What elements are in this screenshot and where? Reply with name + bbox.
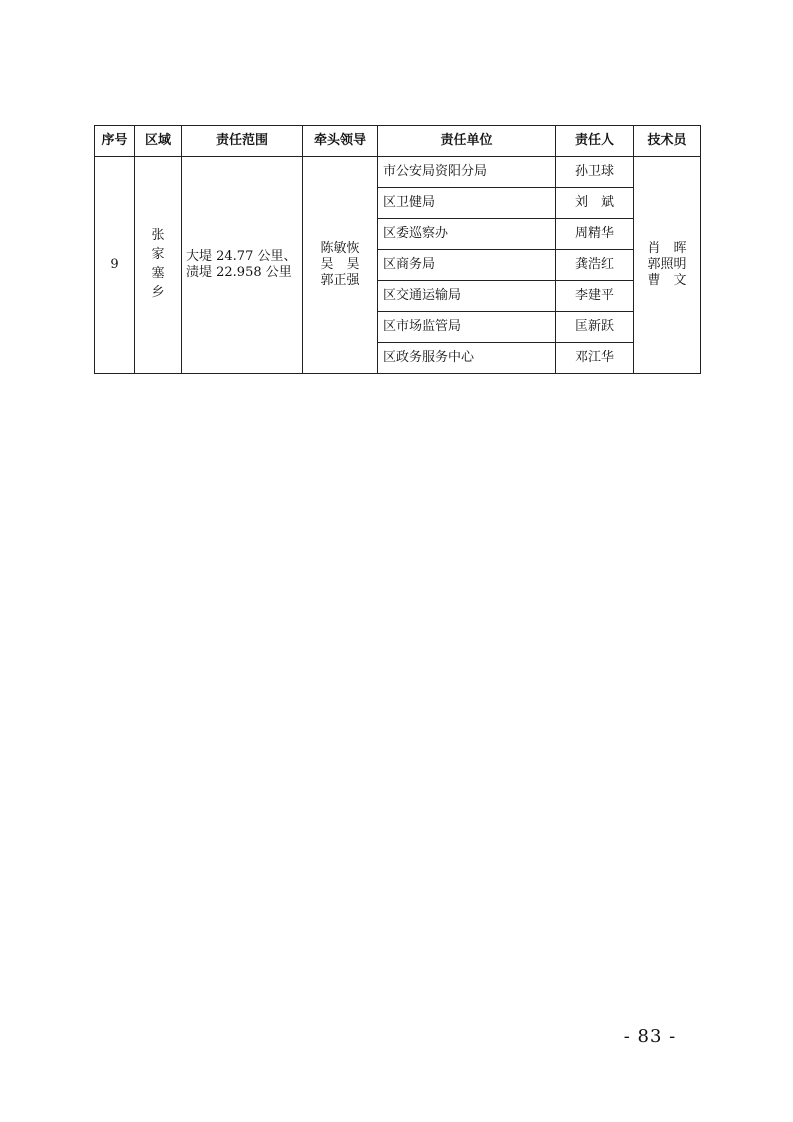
responsibility-table [94,125,701,374]
header-person: 责任人 [556,126,634,157]
tech-name: 肖 晖 [647,240,687,256]
person-cell: 李建平 [556,281,634,312]
tech-cell [634,157,701,374]
unit-cell: 区市场监管局 [378,312,556,343]
leader-name: 陈敏恢 [320,240,360,256]
tech-name: 曹 文 [647,273,687,289]
person-cell: 邓江华 [556,343,634,374]
person-cell: 匡新跃 [556,312,634,343]
region-char: 张 [151,228,165,244]
region-char: 乡 [151,284,165,300]
unit-cell: 区卫健局 [378,188,556,219]
person-cell: 孙卫球 [556,157,634,188]
unit-cell: 区委巡察办 [378,219,556,250]
unit-cell: 区商务局 [378,250,556,281]
header-scope: 责任范围 [182,126,303,157]
page-number: - 83 - [623,1026,677,1047]
person-cell: 龚浩红 [556,250,634,281]
region-char: 塞 [151,266,165,281]
unit-cell: 区政务服务中心 [378,343,556,374]
leader-name: 郭正强 [320,273,360,289]
unit-cell: 市公安局资阳分局 [378,157,556,188]
scope-line: 大堤 24.77 公里、 [186,248,297,264]
header-unit: 责任单位 [378,126,556,157]
unit-cell: 区交通运输局 [378,281,556,312]
header-region: 区域 [135,126,182,157]
header-seq: 序号 [95,126,135,157]
person-cell: 周精华 [556,219,634,250]
region-cell [135,157,182,374]
header-leader: 牵头领导 [303,126,378,157]
scope-line: 渍堤 22.958 公里 [186,265,292,280]
leader-name: 吴 昊 [320,256,360,272]
header-tech: 技术员 [634,126,701,157]
leader-cell [303,157,378,374]
table-header-row [95,126,701,157]
region-char: 家 [151,247,165,263]
seq-cell: 9 [95,157,135,374]
scope-cell [182,157,303,374]
person-cell: 刘 斌 [556,188,634,219]
tech-name: 郭照明 [647,256,687,272]
table-row [95,157,701,188]
